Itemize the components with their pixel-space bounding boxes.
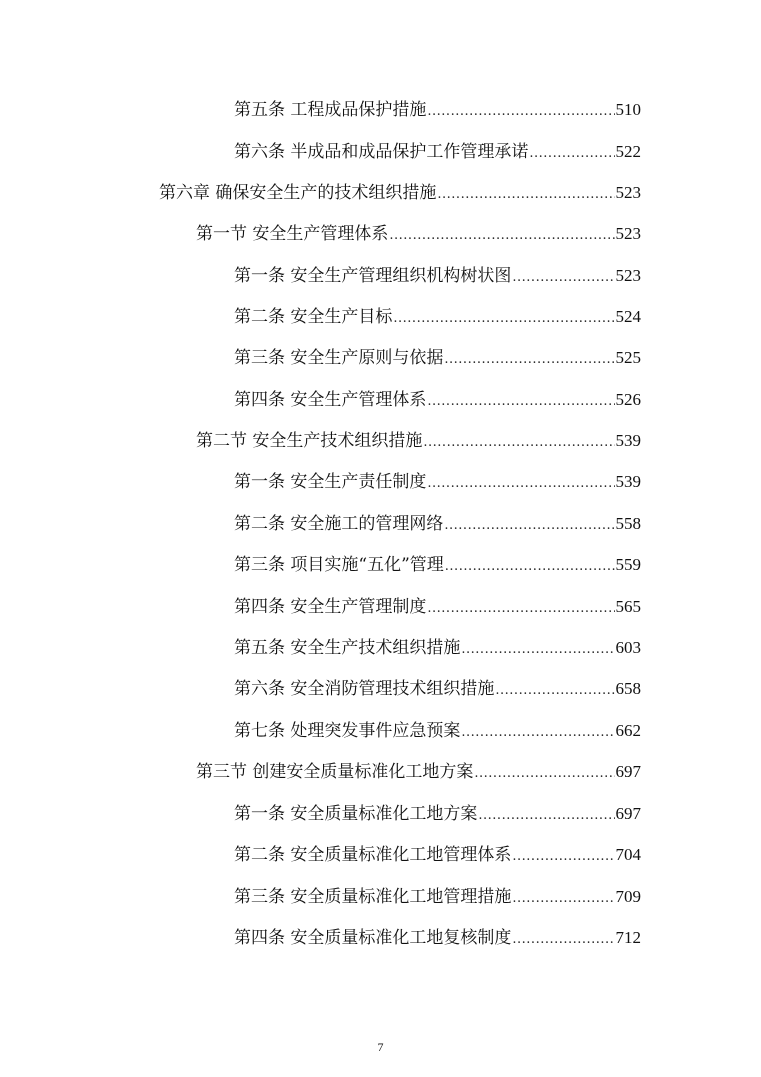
toc-leader-dots bbox=[512, 845, 614, 869]
toc-entry-label: 第一条 安全质量标准化工地方案 bbox=[234, 804, 478, 824]
toc-entry-label: 第三条 安全质量标准化工地管理措施 bbox=[234, 887, 512, 907]
toc-page-number: 524 bbox=[615, 307, 641, 326]
toc-entry[interactable] bbox=[234, 719, 641, 743]
toc-page-number: 539 bbox=[615, 472, 641, 491]
toc-entry-label: 第一条 安全生产责任制度 bbox=[234, 472, 427, 492]
toc-leader-dots bbox=[512, 887, 614, 911]
toc-leader-dots bbox=[495, 679, 614, 703]
toc-entry[interactable] bbox=[196, 222, 641, 246]
toc-entry[interactable] bbox=[234, 802, 641, 826]
toc-page-number: 526 bbox=[615, 390, 641, 409]
toc-entry[interactable] bbox=[234, 885, 641, 909]
toc-page-number: 697 bbox=[615, 804, 641, 823]
footer-page-number: 7 bbox=[377, 1040, 384, 1054]
toc-entry[interactable] bbox=[234, 470, 641, 494]
toc-entry[interactable] bbox=[234, 677, 641, 701]
toc-entry-label: 第六条 安全消防管理技术组织措施 bbox=[234, 679, 495, 699]
toc-leader-dots bbox=[461, 638, 614, 662]
toc-entry[interactable] bbox=[234, 346, 641, 370]
toc-entry-label: 第二条 安全生产目标 bbox=[234, 307, 393, 327]
toc-entry-label: 第一节 安全生产管理体系 bbox=[196, 224, 389, 244]
toc-entry-label: 第四条 安全生产管理制度 bbox=[234, 597, 427, 617]
toc-leader-dots bbox=[427, 100, 614, 124]
toc-leader-dots bbox=[474, 762, 614, 786]
toc-leader-dots bbox=[445, 555, 615, 579]
toc-leader-dots bbox=[444, 348, 614, 372]
toc-page-number: 539 bbox=[615, 431, 641, 450]
toc-page-number: 523 bbox=[615, 183, 641, 202]
toc-entry-label: 第三节 创建安全质量标准化工地方案 bbox=[196, 762, 474, 782]
toc-entry-label: 第三条 安全生产原则与依据 bbox=[234, 348, 444, 368]
toc-leader-dots bbox=[461, 721, 614, 745]
toc-leader-dots bbox=[427, 597, 614, 621]
toc-entry-label: 第二条 安全质量标准化工地管理体系 bbox=[234, 845, 512, 865]
toc-page-number: 704 bbox=[615, 845, 641, 864]
toc-page-number: 565 bbox=[615, 597, 641, 616]
toc-page-number: 523 bbox=[615, 266, 641, 285]
toc-entry[interactable] bbox=[234, 512, 641, 536]
toc-page-number: 525 bbox=[615, 348, 641, 367]
toc-page-number: 658 bbox=[615, 679, 641, 698]
toc-page-number: 709 bbox=[615, 887, 641, 906]
toc-entry[interactable] bbox=[234, 305, 641, 329]
toc-page-number: 510 bbox=[615, 100, 641, 119]
toc-leader-dots bbox=[393, 307, 614, 331]
toc-entry-label: 第四条 安全生产管理体系 bbox=[234, 390, 427, 410]
toc-entry-label: 第五条 工程成品保护措施 bbox=[234, 100, 427, 120]
toc-leader-dots bbox=[444, 514, 614, 538]
toc-entry-label: 第五条 安全生产技术组织措施 bbox=[234, 638, 461, 658]
toc-leader-dots bbox=[423, 431, 614, 455]
toc-entry[interactable] bbox=[196, 760, 641, 784]
toc-entry[interactable] bbox=[234, 636, 641, 660]
toc-page-number: 603 bbox=[615, 638, 641, 657]
toc-entry-label: 第四条 安全质量标准化工地复核制度 bbox=[234, 928, 512, 948]
toc-entry-label: 第七条 处理突发事件应急预案 bbox=[234, 721, 461, 741]
toc-entry-label: 第二节 安全生产技术组织措施 bbox=[196, 431, 423, 451]
toc-entry[interactable] bbox=[234, 553, 641, 577]
toc-page-number: 712 bbox=[615, 928, 641, 947]
toc-entry[interactable] bbox=[196, 429, 641, 453]
toc-entry-label: 第六章 确保安全生产的技术组织措施 bbox=[159, 183, 437, 203]
toc-page-number: 662 bbox=[615, 721, 641, 740]
toc-leader-dots bbox=[478, 804, 614, 828]
toc-page-number: 559 bbox=[615, 555, 641, 574]
toc-entry[interactable] bbox=[159, 181, 641, 205]
toc-entry[interactable] bbox=[234, 388, 641, 412]
toc-entry[interactable] bbox=[234, 264, 641, 288]
toc-entry-label: 第一条 安全生产管理组织机构树状图 bbox=[234, 266, 512, 286]
toc-leader-dots bbox=[427, 472, 614, 496]
toc-page-number: 558 bbox=[615, 514, 641, 533]
toc-entry-label: 第六条 半成品和成品保护工作管理承诺 bbox=[234, 142, 529, 162]
toc-page-number: 697 bbox=[615, 762, 641, 781]
toc-entry[interactable] bbox=[234, 140, 641, 164]
toc-entry[interactable] bbox=[234, 98, 641, 122]
toc-entry[interactable] bbox=[234, 595, 641, 619]
toc-leader-dots bbox=[512, 266, 614, 290]
toc-entry-label: 第三条 项目实施“五化”管理 bbox=[234, 555, 444, 575]
toc-page-number: 523 bbox=[615, 224, 641, 243]
toc-entry-label: 第二条 安全施工的管理网络 bbox=[234, 514, 444, 534]
toc-leader-dots bbox=[427, 390, 614, 414]
toc-page-number: 522 bbox=[615, 142, 641, 161]
toc-leader-dots bbox=[389, 224, 614, 248]
toc-leader-dots bbox=[529, 142, 614, 166]
toc-leader-dots bbox=[437, 183, 614, 207]
toc-leader-dots bbox=[512, 928, 614, 952]
toc-entry[interactable] bbox=[234, 843, 641, 867]
toc-entry[interactable] bbox=[234, 926, 641, 950]
